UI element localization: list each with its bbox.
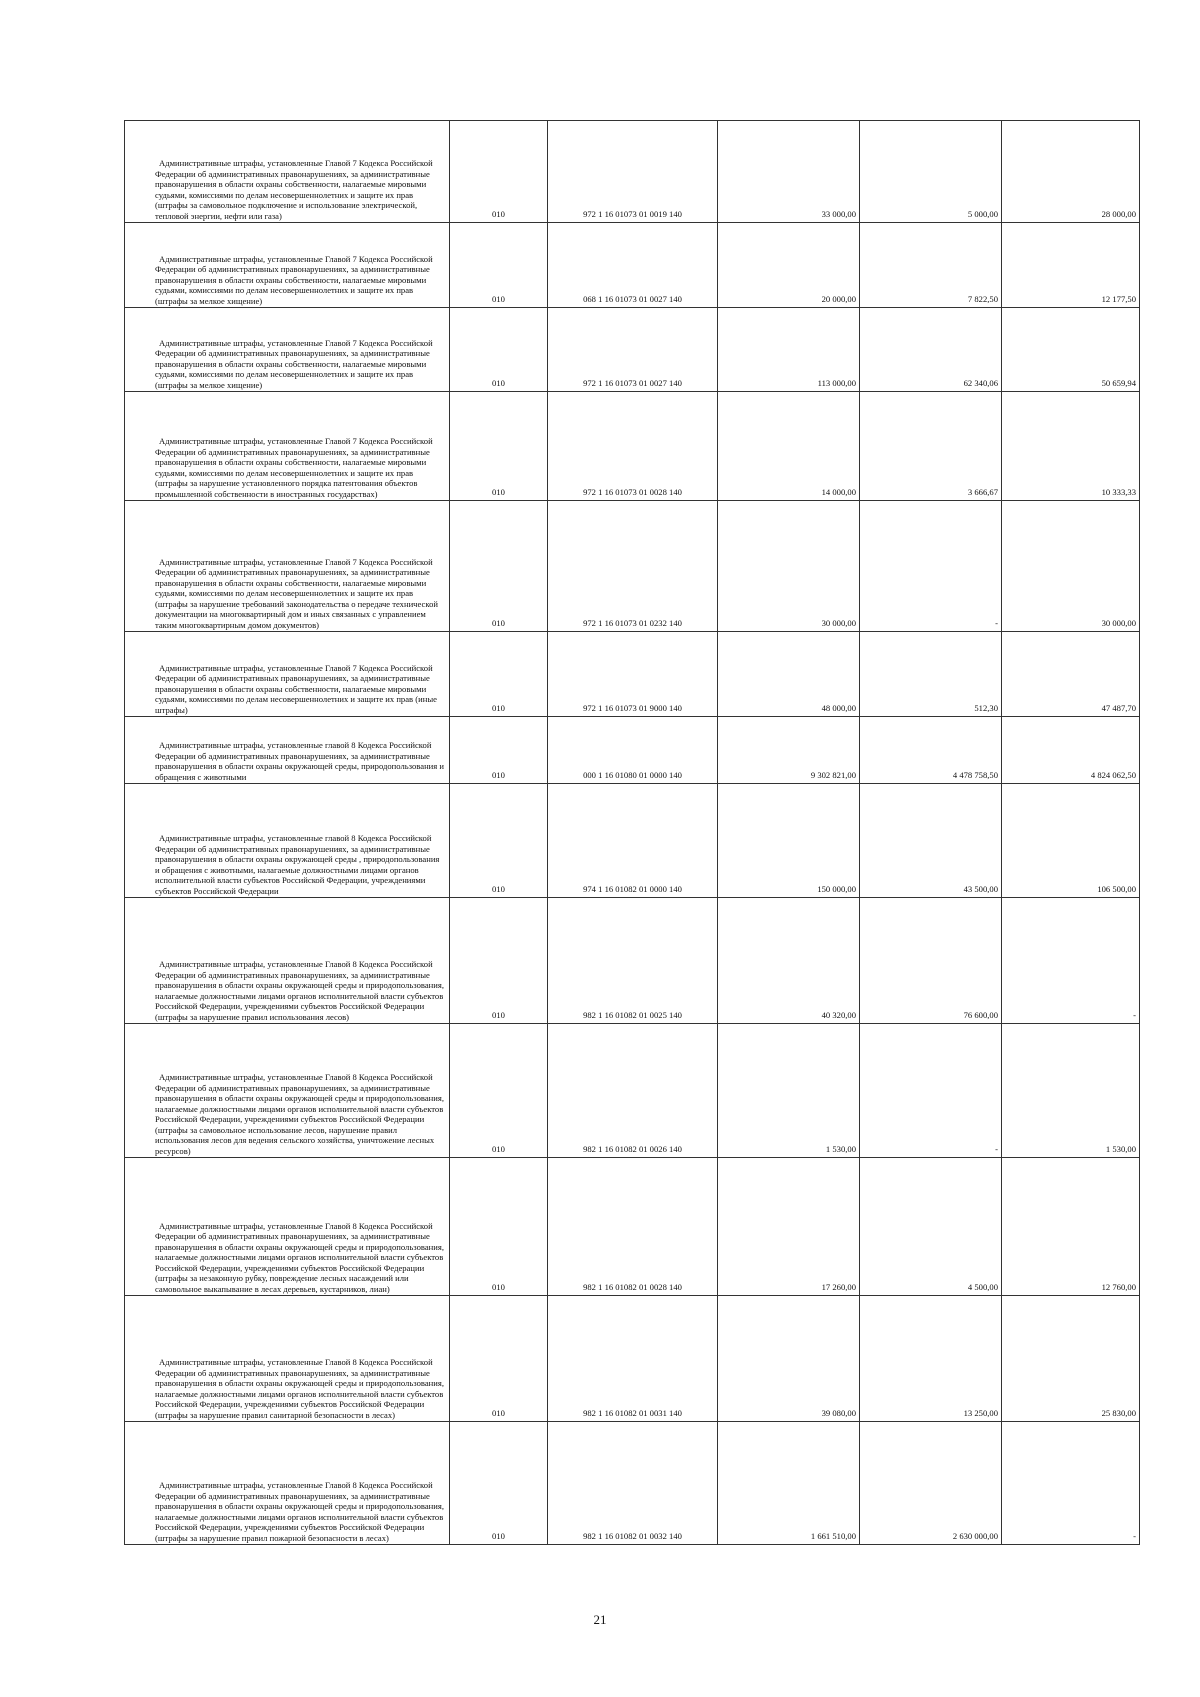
row-approved: 39 080,00 [718,1296,860,1422]
row-unexecuted: 10 333,33 [1002,392,1140,501]
row-kbk-code: 974 1 16 01082 01 0000 140 [548,784,718,898]
row-kbk-code: 972 1 16 01073 01 0232 140 [548,501,718,632]
table-row [125,223,1140,308]
row-description: Административные штрафы, установленные Главой 7 Кодекса Российской Федерации об административных правонарушениях, за административные правонарушения в области охраны собственности, налагаемые мировыми судьями, комиссиями по делам несовершеннолетних и защите их прав (штрафы за нарушение установленного порядка патентования объектов промышленной собственности в иностранных государствах) [125,392,450,501]
table-row [125,1024,1140,1158]
row-unexecuted: - [1002,1422,1140,1545]
row-approved: 14 000,00 [718,392,860,501]
row-line-code: 010 [450,121,548,223]
row-executed: 7 822,50 [860,223,1002,308]
row-unexecuted: 50 659,94 [1002,308,1140,392]
row-unexecuted: 4 824 062,50 [1002,717,1140,784]
row-approved: 17 260,00 [718,1158,860,1296]
row-unexecuted: 25 830,00 [1002,1296,1140,1422]
row-description: Административные штрафы, установленные Главой 7 Кодекса Российской Федерации об административных правонарушениях, за административные правонарушения в области охраны собственности, налагаемые мировыми судьями, комиссиями по делам несовершеннолетних и защите их прав (штрафы за самовольное подключение и использование электрической, тепловой энергии, нефти или газа) [125,121,450,223]
row-kbk-code: 982 1 16 01082 01 0025 140 [548,898,718,1024]
row-approved: 20 000,00 [718,223,860,308]
table-row [125,308,1140,392]
row-approved: 150 000,00 [718,784,860,898]
row-description: Административные штрафы, установленные Главой 7 Кодекса Российской Федерации об административных правонарушениях, за административные правонарушения в области охраны собственности, налагаемые мировыми судьями, комиссиями по делам несовершеннолетних и защите их прав (штрафы за мелкое хищение) [125,223,450,308]
row-description: Административные штрафы, установленные главой 8 Кодекса Российской Федерации об административных правонарушениях, за административные правонарушения в области охраны окружающей среды, природопользования и обращения с животными [125,717,450,784]
row-executed: 62 340,06 [860,308,1002,392]
row-kbk-code: 972 1 16 01073 01 9000 140 [548,632,718,717]
table-row [125,717,1140,784]
row-kbk-code: 972 1 16 01073 01 0028 140 [548,392,718,501]
row-executed: - [860,1024,1002,1158]
row-line-code: 010 [450,392,548,501]
table-body [125,121,1140,1545]
row-executed: - [860,501,1002,632]
row-kbk-code: 068 1 16 01073 01 0027 140 [548,223,718,308]
row-executed: 5 000,00 [860,121,1002,223]
row-kbk-code: 000 1 16 01080 01 0000 140 [548,717,718,784]
row-executed: 76 600,00 [860,898,1002,1024]
row-approved: 9 302 821,00 [718,717,860,784]
row-line-code: 010 [450,784,548,898]
table-row [125,392,1140,501]
row-line-code: 010 [450,1158,548,1296]
row-description: Административные штрафы, установленные Главой 8 Кодекса Российской Федерации об административных правонарушениях, за административные правонарушения в области охраны окружающей среды и природопользования, налагаемые должностными лицами органов исполнительной власти субъектов Российской Федерации, учреждениями субъектов Российской Федерации (штрафы за нарушение правил использования лесов) [125,898,450,1024]
row-approved: 1 530,00 [718,1024,860,1158]
row-executed: 3 666,67 [860,392,1002,501]
table-row [125,121,1140,223]
table-row [125,1296,1140,1422]
table-row [125,898,1140,1024]
row-executed: 512,30 [860,632,1002,717]
row-line-code: 010 [450,1024,548,1158]
row-description: Административные штрафы, установленные Главой 7 Кодекса Российской Федерации об административных правонарушениях, за административные правонарушения в области охраны собственности, налагаемые мировыми судьями, комиссиями по делам несовершеннолетних и защите их прав (иные штрафы) [125,632,450,717]
row-approved: 48 000,00 [718,632,860,717]
table-row [125,632,1140,717]
row-line-code: 010 [450,632,548,717]
row-unexecuted: 1 530,00 [1002,1024,1140,1158]
row-line-code: 010 [450,1422,548,1545]
row-unexecuted: 47 487,70 [1002,632,1140,717]
row-kbk-code: 982 1 16 01082 01 0026 140 [548,1024,718,1158]
row-kbk-code: 972 1 16 01073 01 0027 140 [548,308,718,392]
row-approved: 40 320,00 [718,898,860,1024]
row-kbk-code: 982 1 16 01082 01 0031 140 [548,1296,718,1422]
row-executed: 2 630 000,00 [860,1422,1002,1545]
row-executed: 4 478 758,50 [860,717,1002,784]
row-description: Административные штрафы, установленные Главой 7 Кодекса Российской Федерации об административных правонарушениях, за административные правонарушения в области охраны собственности, налагаемые мировыми судьями, комиссиями по делам несовершеннолетних и защите их прав (штрафы за мелкое хищение) [125,308,450,392]
row-description: Административные штрафы, установленные Главой 7 Кодекса Российской Федерации об административных правонарушениях, за административные правонарушения в области охраны собственности, налагаемые мировыми судьями, комиссиями по делам несовершеннолетних и защите их прав (штрафы за нарушение требований законодательства о передаче технической документации на многоквартирный дом и иных связанных с управлением таким многоквартирным домом документов) [125,501,450,632]
row-description: Административные штрафы, установленные главой 8 Кодекса Российской Федерации об административных правонарушениях, за административные правонарушения в области охраны окружающей среды , природопользования и обращения с животными, налагаемые должностными лицами органов исполнительной власти субъектов Российской Федерации, учреждениями субъектов Российской Федерации [125,784,450,898]
row-description: Административные штрафы, установленные Главой 8 Кодекса Российской Федерации об административных правонарушениях, за административные правонарушения в области охраны окружающей среды и природопользования, налагаемые должностными лицами органов исполнительной власти субъектов Российской Федерации, учреждениями субъектов Российской Федерации (штрафы за самовольное использование лесов, нарушение правил использования лесов для ведения сельского хозяйства, уничтожение лесных ресурсов) [125,1024,450,1158]
row-kbk-code: 982 1 16 01082 01 0028 140 [548,1158,718,1296]
row-executed: 4 500,00 [860,1158,1002,1296]
row-kbk-code: 982 1 16 01082 01 0032 140 [548,1422,718,1545]
table-row [125,1422,1140,1545]
row-approved: 30 000,00 [718,501,860,632]
table-row [125,1158,1140,1296]
row-description: Административные штрафы, установленные Главой 8 Кодекса Российской Федерации об административных правонарушениях, за административные правонарушения в области охраны окружающей среды и природопользования, налагаемые должностными лицами органов исполнительной власти субъектов Российской Федерации, учреждениями субъектов Российской Федерации (штрафы за незаконную рубку, повреждение лесных насаждений или самовольное выкапывание в лесах деревьев, кустарников, лиан) [125,1158,450,1296]
row-unexecuted: - [1002,898,1140,1024]
table-row [125,501,1140,632]
row-approved: 113 000,00 [718,308,860,392]
row-unexecuted: 28 000,00 [1002,121,1140,223]
row-approved: 1 661 510,00 [718,1422,860,1545]
row-line-code: 010 [450,717,548,784]
row-approved: 33 000,00 [718,121,860,223]
row-line-code: 010 [450,501,548,632]
row-executed: 43 500,00 [860,784,1002,898]
row-line-code: 010 [450,898,548,1024]
row-unexecuted: 12 177,50 [1002,223,1140,308]
page-number: 21 [593,1612,607,1627]
row-description: Административные штрафы, установленные Главой 8 Кодекса Российской Федерации об административных правонарушениях, за административные правонарушения в области охраны окружающей среды и природопользования, налагаемые должностными лицами органов исполнительной власти субъектов Российской Федерации, учреждениями субъектов Российской Федерации (штрафы за нарушение правил пожарной безопасности в лесах) [125,1422,450,1545]
row-description: Административные штрафы, установленные Главой 8 Кодекса Российской Федерации об административных правонарушениях, за административные правонарушения в области охраны окружающей среды и природопользования, налагаемые должностными лицами органов исполнительной власти субъектов Российской Федерации, учреждениями субъектов Российской Федерации (штрафы за нарушение правил санитарной безопасности в лесах) [125,1296,450,1422]
table-row [125,784,1140,898]
row-line-code: 010 [450,223,548,308]
row-line-code: 010 [450,1296,548,1422]
row-executed: 13 250,00 [860,1296,1002,1422]
row-unexecuted: 106 500,00 [1002,784,1140,898]
row-unexecuted: 12 760,00 [1002,1158,1140,1296]
row-unexecuted: 30 000,00 [1002,501,1140,632]
row-line-code: 010 [450,308,548,392]
revenue-table [124,120,1140,1545]
row-kbk-code: 972 1 16 01073 01 0019 140 [548,121,718,223]
